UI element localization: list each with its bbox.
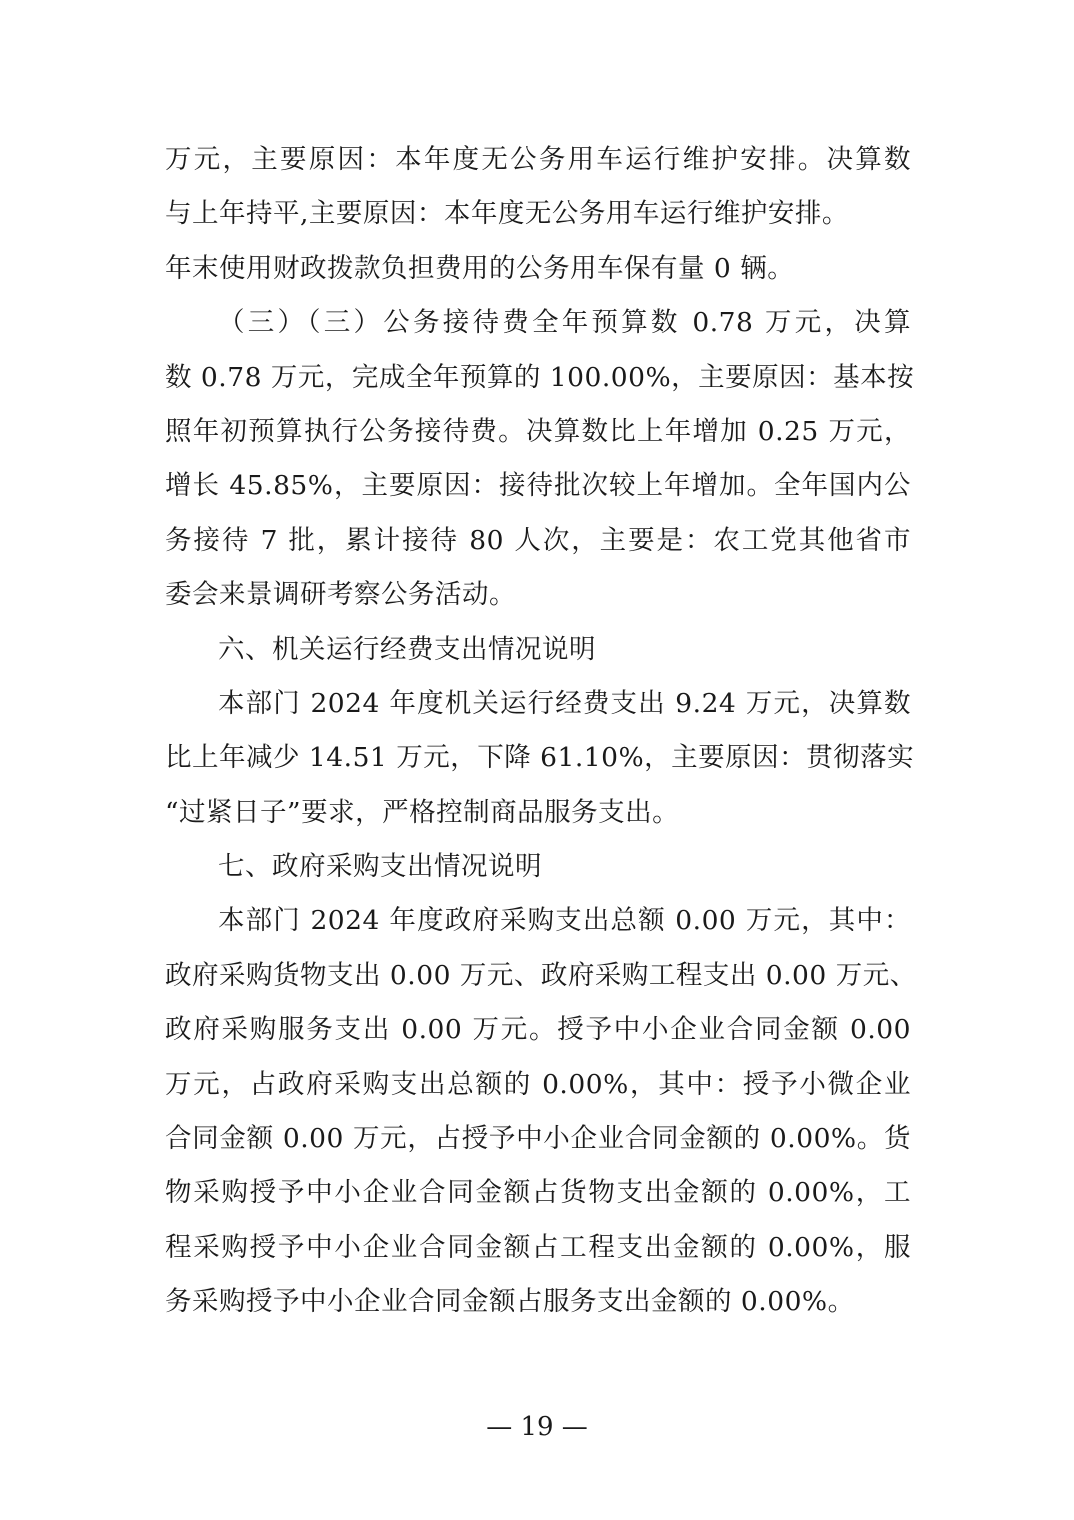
page-number: — 19 — [486, 1412, 588, 1442]
body-line: 与上年持平,主要原因：本年度无公务用车运行维护安排。 [165, 198, 849, 230]
body-line: 万元，主要原因：本年度无公务用车运行维护安排。决算数 [165, 144, 911, 175]
body-line: 程采购授予中小企业合同金额占工程支出金额的 0.00%，服 [165, 1231, 911, 1263]
body-line: 年末使用财政拨款负担费用的公务用车保有量 0 辆。 [165, 252, 795, 284]
body-line: 增长 45.85%，主要原因：接待批次较上年增加。全年国内公 [165, 470, 911, 502]
body-line: 政府采购服务支出 0.00 万元。授予中小企业合同金额 0.00 [165, 1014, 911, 1046]
body-line: “过紧日子”要求，严格控制商品服务支出。 [165, 796, 680, 828]
body-line: （三）（三）公务接待费全年预算数 0.78 万元，决算 [218, 307, 911, 339]
body-line: 数 0.78 万元，完成全年预算的 100.00%，主要原因：基本按 [165, 361, 915, 393]
body-line: 万元，占政府采购支出总额的 0.00%，其中：授予小微企业 [165, 1068, 911, 1100]
document-body [165, 133, 917, 1330]
body-line: 务接待 7 批，累计接待 80 人次，主要是：农工党其他省市 [165, 524, 911, 556]
body-line: 委会来景调研考察公务活动。 [165, 579, 516, 611]
body-line: 比上年减少 14.51 万元，下降 61.10%，主要原因：贯彻落实 [165, 742, 915, 774]
body-line: 本部门 2024 年度机关运行经费支出 9.24 万元，决算数 [218, 687, 911, 719]
body-line: 照年初预算执行公务接待费。决算数比上年增加 0.25 万元， [165, 415, 911, 447]
body-line: 务采购授予中小企业合同金额占服务支出金额的 0.00%。 [165, 1286, 855, 1318]
section-heading: 七、政府采购支出情况说明 [218, 851, 542, 883]
body-line: 政府采购货物支出 0.00 万元、政府采购工程支出 0.00 万元、 [165, 959, 917, 991]
body-line: 本部门 2024 年度政府采购支出总额 0.00 万元，其中： [218, 905, 911, 937]
body-line: 合同金额 0.00 万元，占授予中小企业合同金额的 0.00%。货 [165, 1123, 911, 1155]
body-line: 物采购授予中小企业合同金额占货物支出金额的 0.00%，工 [165, 1177, 911, 1209]
section-heading: 六、机关运行经费支出情况说明 [218, 633, 596, 665]
